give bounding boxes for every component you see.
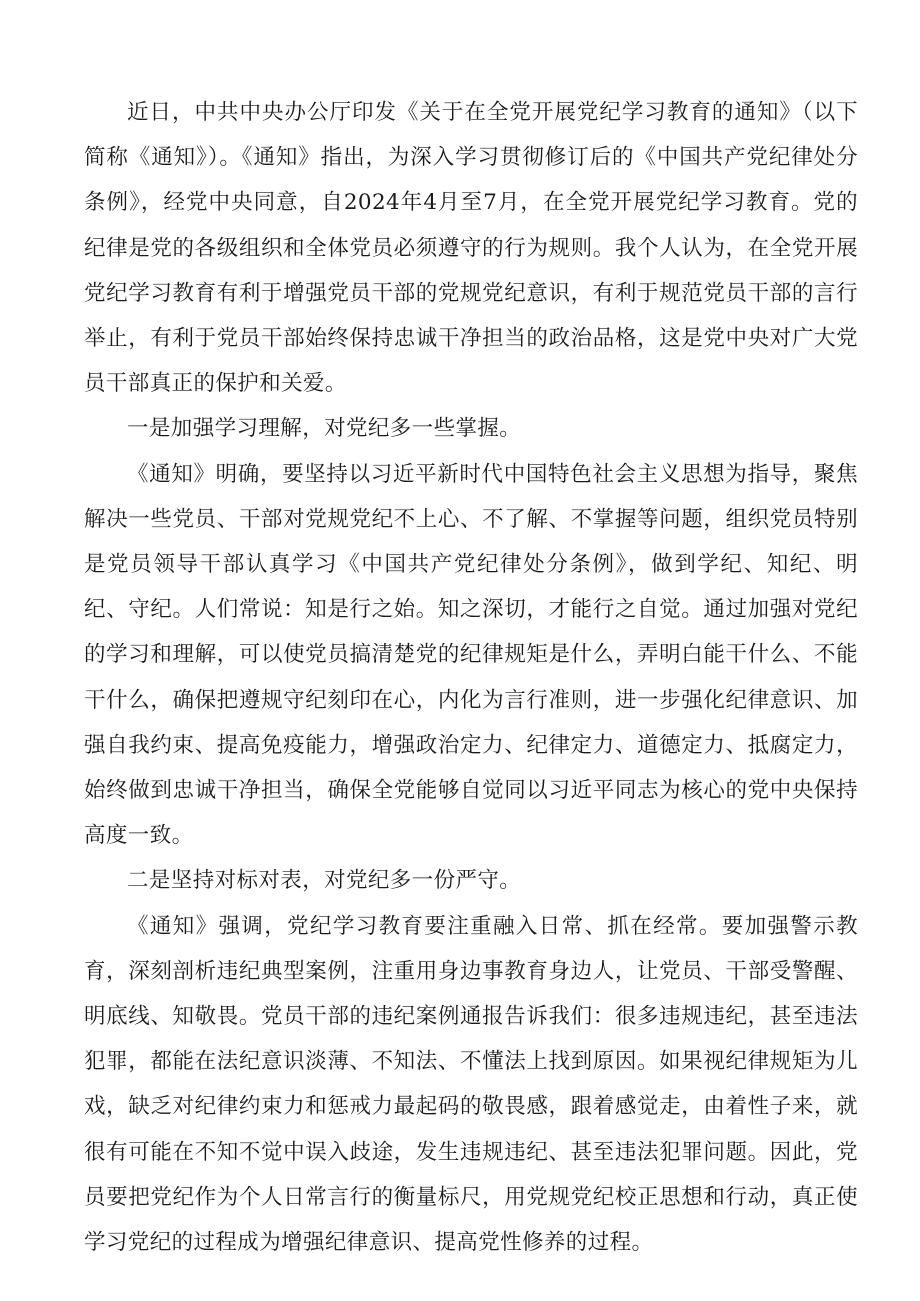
section-heading-two: 二是坚持对标对表，对党纪多一份严守。	[127, 868, 522, 894]
paragraph-section-one: 《通知》明确，要坚持以习近平新时代中国特色社会主义思想为指导，聚焦解决一些党员、干部对党规党纪不上心、不了解、不掌握等问题，组织党员特别是党员领导干部认真学习《中国共产党纪律处分条例》，做到学纪、知纪、明纪、守纪。人们常说：知是行之始。知之深切，才能行之自觉。通过加强对党纪的学习和理解，可以使党员搞清楚党的纪律规矩是什么，弄明白能干什么、不能干什么，确保把遵规守纪刻印在心，内化为言行准则，进一步强化纪律意识、加强自我约束、提高免疫能力，增强政治定力、纪律定力、道德定力、抵腐定力，始终做到忠诚干净担当，确保全党能够自觉同以习近平同志为核心的党中央保持高度一致。	[84, 461, 858, 849]
paragraph-section-two: 《通知》强调，党纪学习教育要注重融入日常、抓在经常。要加强警示教育，深刻剖析违纪典型案例，注重用身边事教育身边人，让党员、干部受警醒、明底线、知敬畏。党员干部的违纪案例通报告诉我们：很多违规违纪，甚至违法犯罪，都能在法纪意识淡薄、不知法、不懂法上找到原因。如果视纪律规矩为儿戏，缺乏对纪律约束力和惩戒力最起码的敬畏感，跟着感觉走，由着性子来，就很有可能在不知不觉中误入歧途，发生违规违纪、甚至违法犯罪问题。因此，党员要把党纪作为个人日常言行的衡量标尺，用党规党纪校正思想和行动，真正使学习党纪的过程成为增强纪律意识、提高党性修养的过程。	[84, 913, 858, 1256]
document-body	[84, 90, 858, 1265]
paragraph-intro: 近日，中共中央办公厅印发《关于在全党开展党纪学习教育的通知》（以下简称《通知》）。《通知》指出，为深入学习贯彻修订后的《中国共产党纪律处分条例》，经党中央同意，自2024年4月至7月，在全党开展党纪学习教育。党的纪律是党的各级组织和全体党员必须遵守的行为规则。我个人认为，在全党开展党纪学习教育有利于增强党员干部的党规党纪意识，有利于规范党员干部的言行举止，有利于党员干部始终保持忠诚干净担当的政治品格，这是党中央对广大党员干部真正的保护和关爱。	[84, 100, 858, 397]
section-heading-one: 一是加强学习理解，对党纪多一些掌握。	[127, 416, 522, 442]
